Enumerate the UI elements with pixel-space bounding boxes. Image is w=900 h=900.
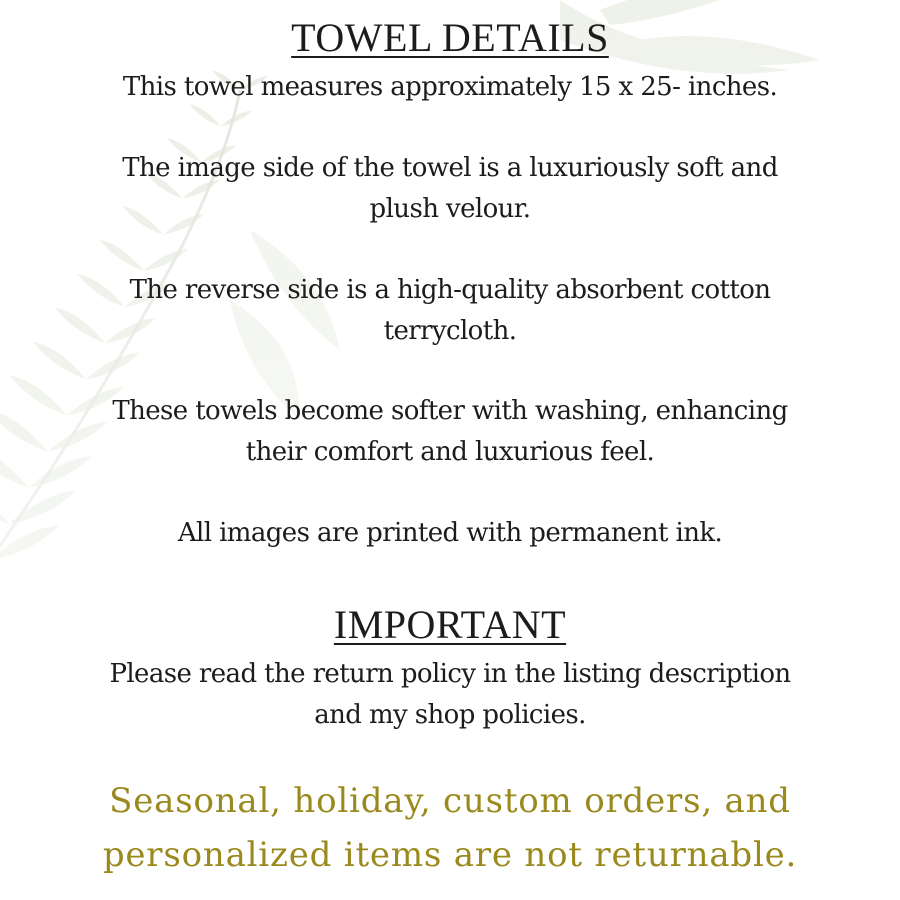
measurement-text: This towel measures approximately 15 x 25- inches. — [122, 72, 778, 102]
ink-text: All images are printed with permanent ink. — [177, 518, 723, 548]
terrycloth-text: The reverse side is a high-quality absorbent cotton terrycloth. — [129, 275, 771, 346]
important-heading: IMPORTANT — [333, 602, 567, 647]
velour-text: The image side of the towel is a luxuriously soft and plush velour. — [122, 153, 778, 224]
return-policy-text: Please read the return policy in the listing description and my shop policies. — [109, 659, 791, 730]
washing-text: These towels become softer with washing, enhancing their comfort and luxurious feel. — [112, 396, 788, 467]
towel-details-heading: TOWEL DETAILS — [291, 15, 609, 60]
not-returnable-notice: Seasonal, holiday, custom orders, and personalized items are not returnable. — [102, 781, 798, 875]
